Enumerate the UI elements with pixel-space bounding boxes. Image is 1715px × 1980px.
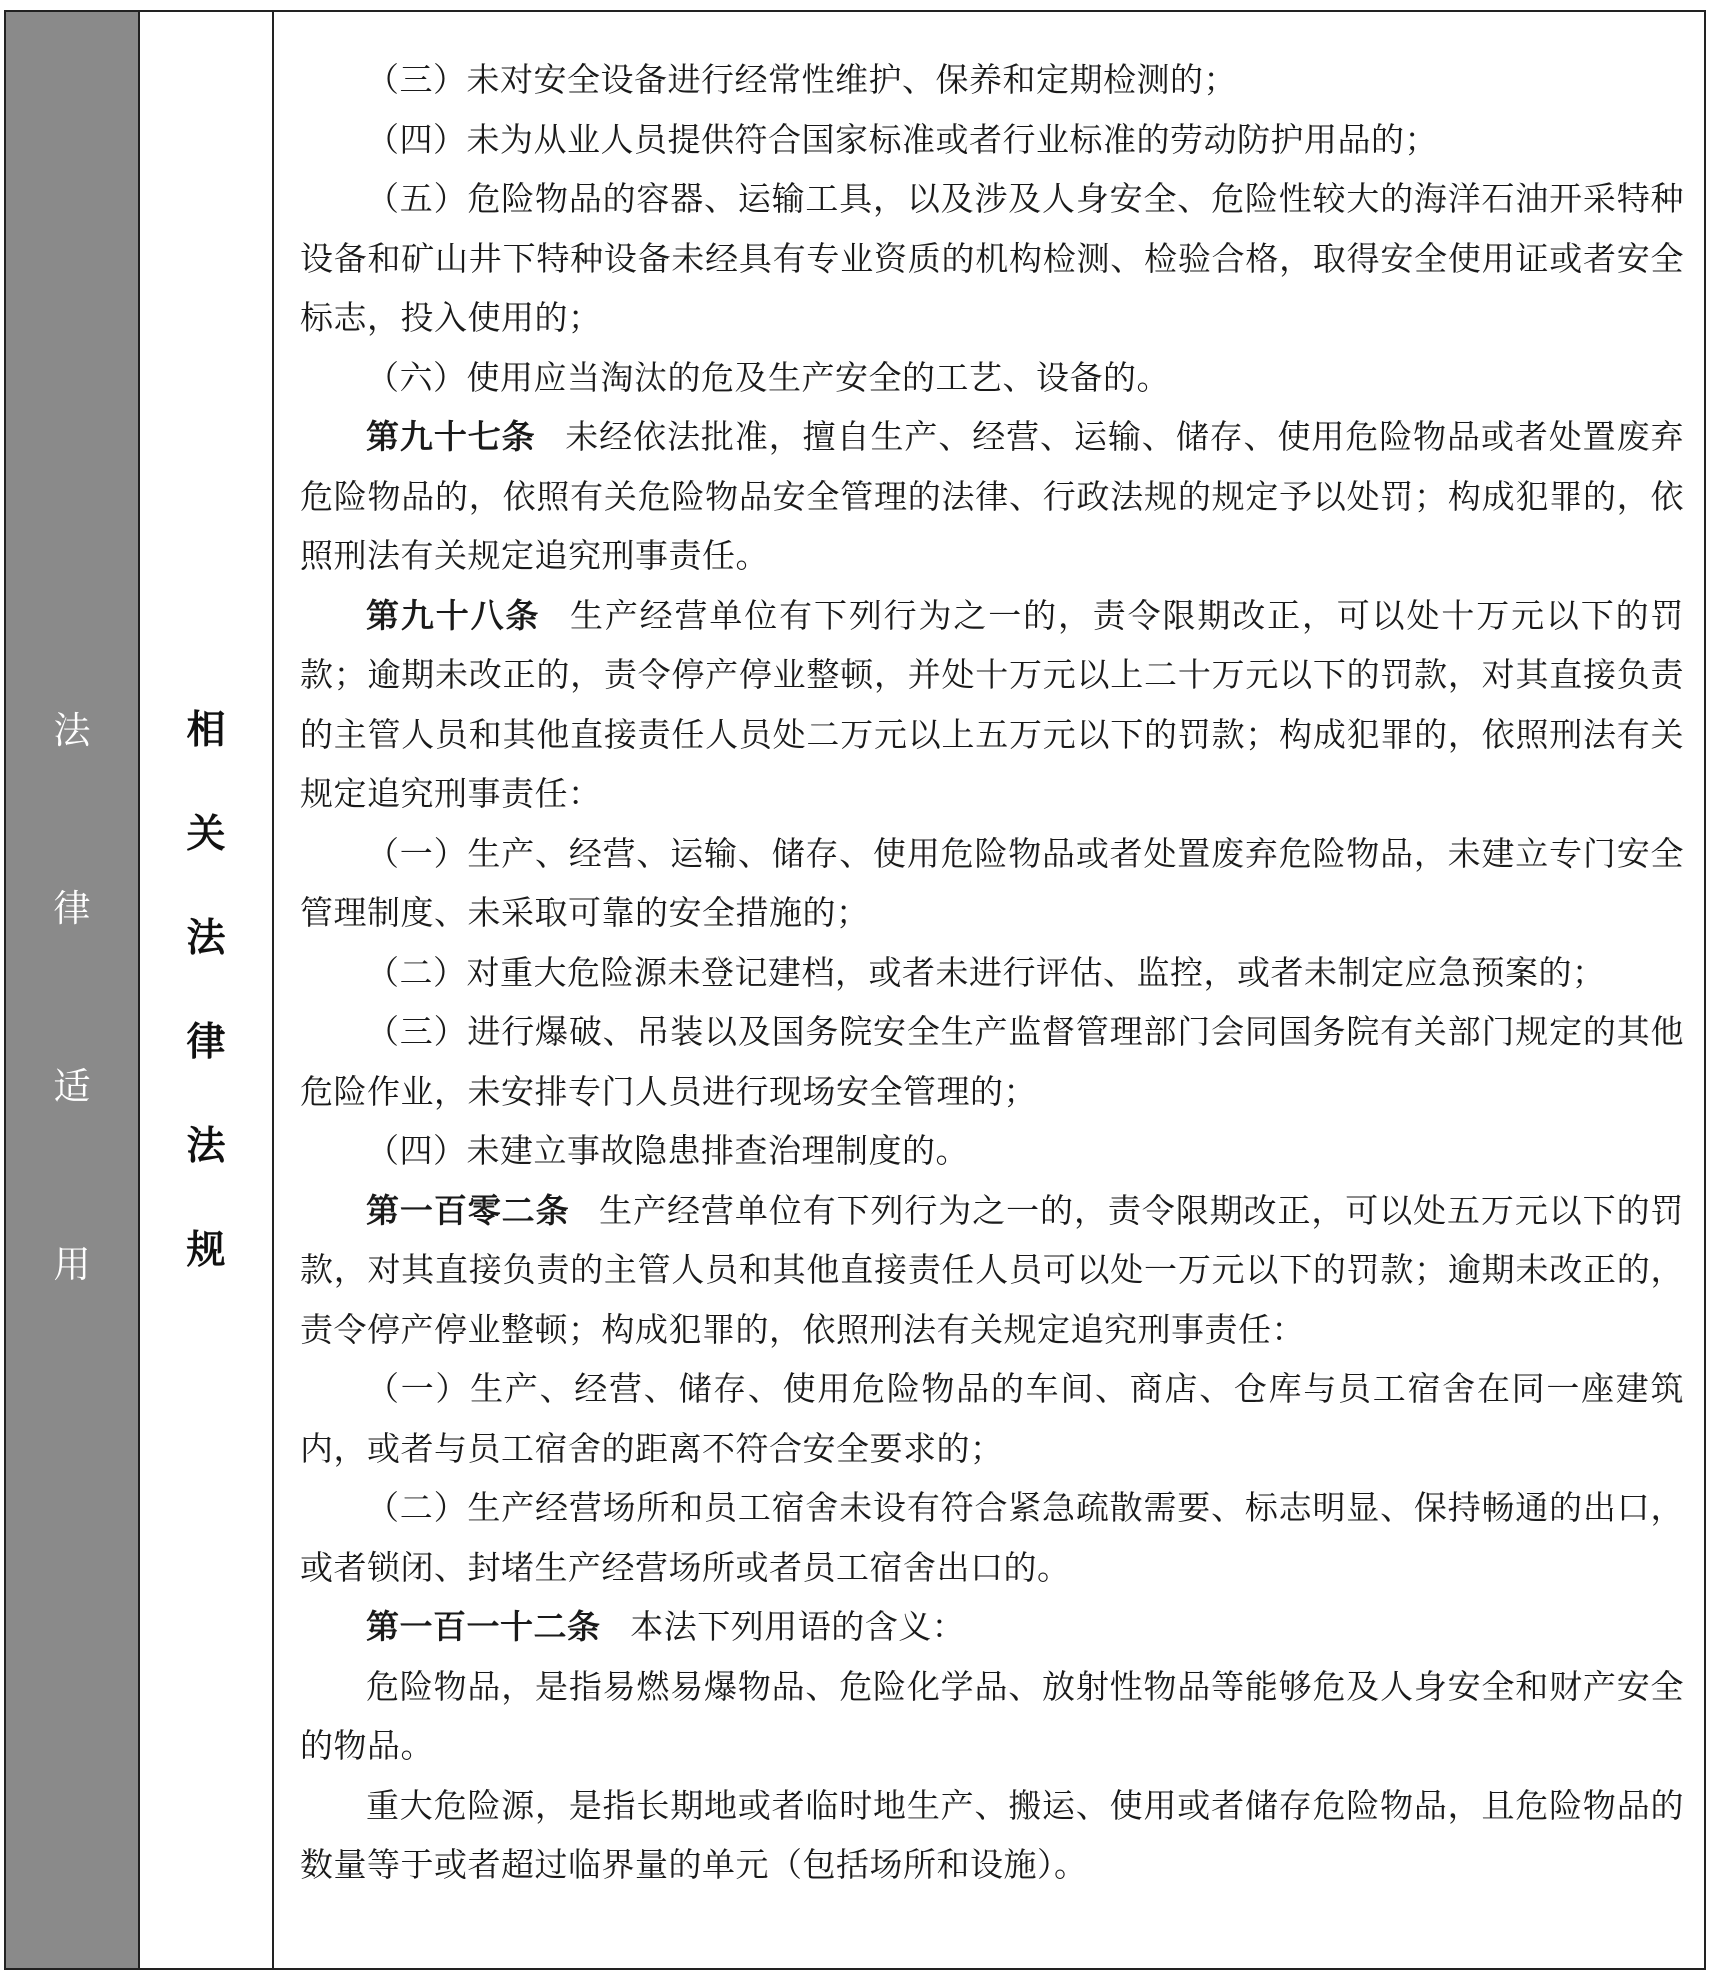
paragraph (300, 407, 1684, 586)
paragraph (300, 1478, 1684, 1597)
subcategory-char: 规 (186, 1228, 226, 1273)
paragraph-text: （二）对重大危险源未登记建档，或者未进行评估、监控，或者未制定应急预案的； (366, 952, 1606, 992)
paragraph (300, 824, 1684, 943)
paragraph (300, 586, 1684, 824)
paragraph (300, 1359, 1684, 1478)
category-label (54, 700, 91, 1288)
paragraph (300, 50, 1684, 110)
paragraph (300, 1181, 1684, 1360)
paragraph (300, 1121, 1684, 1181)
paragraph (300, 348, 1684, 408)
paragraph-text: 生产经营单位有下列行为之一的，责令限期改正，可以处十万元以下的罚款；逾期未改正的，责令停产停业整顿，并处十万元以上二十万元以下的罚款，对其直接负责的主管人员和其他直接责任人员处二万元以上五万元以下的罚款；构成犯罪的，依照刑法有关规定追究刑事责任： (300, 595, 1685, 813)
paragraph-text: （六）使用应当淘汰的危及生产安全的工艺、设备的。 (366, 357, 1170, 397)
article-number: 第九十七条 (366, 417, 536, 456)
paragraph-text: （二）生产经营场所和员工宿舍未设有符合紧急疏散需要、标志明显、保持畅通的出口，或者锁闭、封堵生产经营场所或者员工宿舍出口的。 (300, 1488, 1684, 1587)
paragraph-text: （五）危险物品的容器、运输工具，以及涉及人身安全、危险性较大的海洋石油开采特种设备和矿山井下特种设备未经具有专业资质的机构检测、检验合格，取得安全使用证或者安全标志，投入使用的； (300, 179, 1684, 337)
article-number: 第一百零二条 (366, 1190, 570, 1230)
paragraph (300, 1597, 1684, 1657)
subcategory-column (140, 12, 274, 1968)
paragraph-text: 危险物品，是指易燃易爆物品、危险化学品、放射性物品等能够危及人身安全和财产安全的物品。 (300, 1666, 1684, 1765)
paragraph (300, 169, 1684, 348)
paragraph-text: （三）未对安全设备进行经常性维护、保养和定期检测的； (366, 60, 1237, 99)
paragraph-text: （四）未为从业人员提供符合国家标准或者行业标准的劳动防护用品的； (366, 119, 1438, 159)
subcategory-char: 法 (186, 916, 226, 961)
paragraph-text: 重大危险源，是指长期地或者临时地生产、搬运、使用或者储存危险物品，且危险物品的数量等于或者超过临界量的单元（包括场所和设施）。 (300, 1785, 1684, 1884)
paragraph-text: （三）进行爆破、吊装以及国务院安全生产监督管理部门会同国务院有关部门规定的其他危险作业，未安排专门人员进行现场安全管理的； (300, 1012, 1684, 1111)
paragraph (300, 1657, 1684, 1776)
subcategory-label (186, 699, 225, 1275)
paragraph-text: （一）生产、经营、运输、储存、使用危险物品或者处置废弃危险物品，未建立专门安全管理制度、未采取可靠的安全措施的； (300, 833, 1684, 932)
category-char: 适 (53, 1065, 91, 1108)
law-table (4, 10, 1706, 1970)
paragraph-text: （四）未建立事故隐患排查治理制度的。 (366, 1131, 969, 1170)
category-column (6, 12, 140, 1968)
category-char: 用 (53, 1243, 91, 1286)
paragraph-text: 本法下列用语的含义： (630, 1607, 966, 1646)
subcategory-char: 法 (186, 1124, 226, 1169)
paragraph (300, 1776, 1684, 1895)
subcategory-char: 相 (186, 708, 226, 753)
article-number: 第一百一十二条 (366, 1607, 601, 1646)
article-number: 第九十八条 (366, 595, 541, 635)
paragraph (300, 1002, 1684, 1121)
paragraph (300, 110, 1684, 170)
subcategory-char: 关 (186, 812, 226, 857)
category-char: 律 (53, 887, 91, 930)
subcategory-char: 律 (186, 1020, 226, 1065)
paragraph-text: 未经依法批准，擅自生产、经营、运输、储存、使用危险物品或者处置废弃危险物品的，依照有关危险物品安全管理的法律、行政法规的规定予以处罚；构成犯罪的，依照刑法有关规定追究刑事责任。 (300, 417, 1685, 575)
paragraph-text: 生产经营单位有下列行为之一的，责令限期改正，可以处五万元以下的罚款，对其直接负责的主管人员和其他直接责任人员可以处一万元以下的罚款；逾期未改正的，责令停产停业整顿；构成犯罪的，依照刑法有关规定追究刑事责任： (300, 1190, 1685, 1349)
paragraph (300, 943, 1684, 1003)
content-column (274, 12, 1704, 1968)
paragraph-text: （一）生产、经营、储存、使用危险物品的车间、商店、仓库与员工宿舍在同一座建筑内，或者与员工宿舍的距离不符合安全要求的； (300, 1369, 1684, 1468)
category-char: 法 (53, 709, 91, 752)
